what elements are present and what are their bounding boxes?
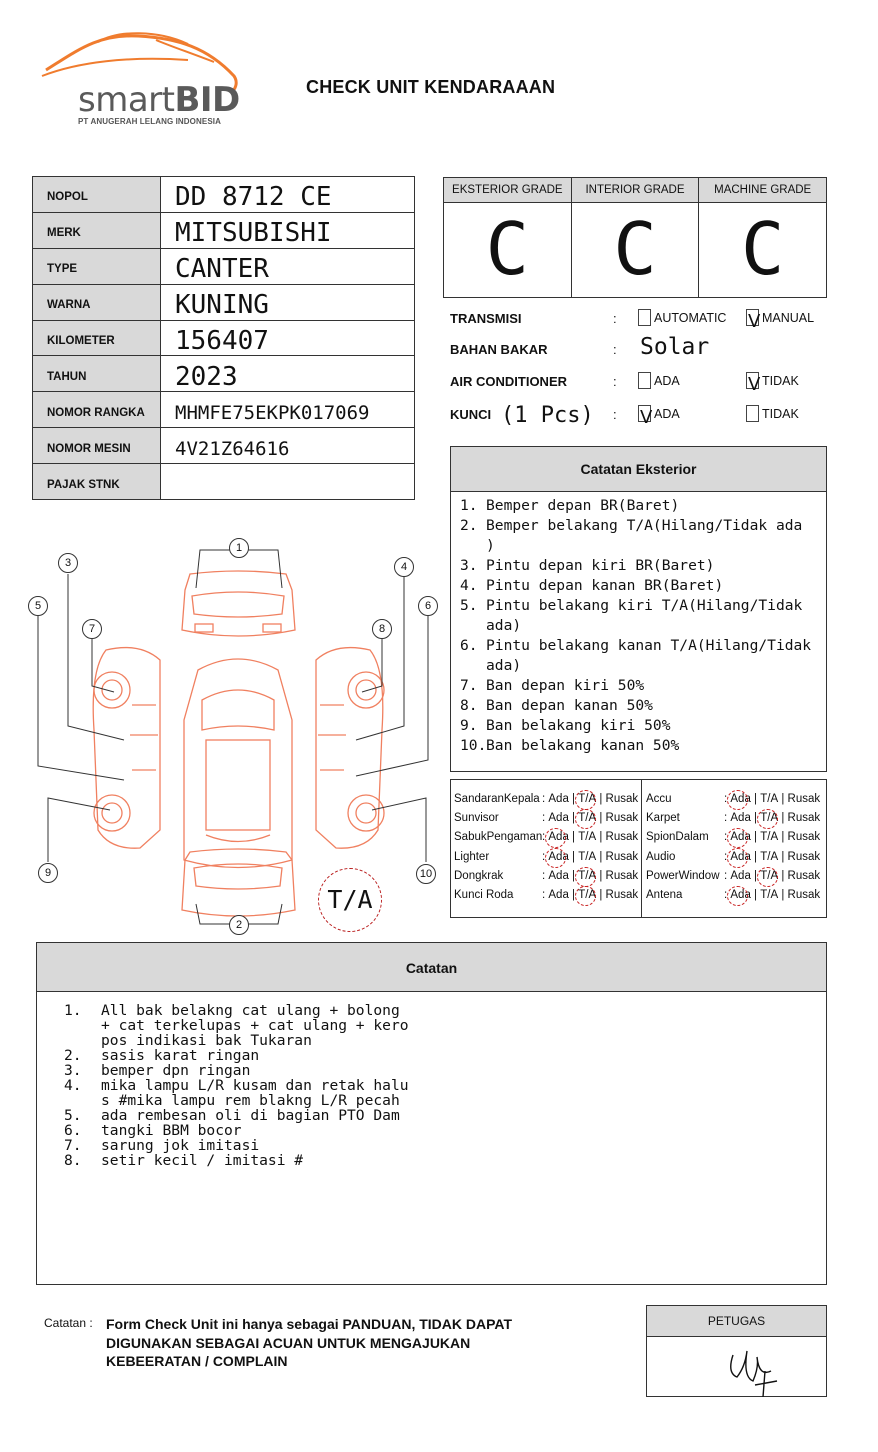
interior-grade (572, 178, 700, 297)
accessory-options: : Ada | T/A | Rusak (542, 809, 638, 828)
list-item: 7. Ban depan kiri 50% (460, 677, 645, 694)
kunci-count: (1 Pcs) (501, 403, 594, 428)
list-item: 10. Ban belakang kanan 50% (460, 737, 680, 754)
list-item: 4. Pintu depan kanan BR(Baret) (460, 577, 724, 594)
marker-5: 5 (28, 596, 48, 616)
accessory-options: : Ada | T/A | Rusak (724, 886, 820, 905)
marker-3: 3 (58, 553, 78, 573)
accessory-name: Lighter (454, 850, 490, 863)
option-label: MANUAL (762, 310, 815, 325)
table-row (33, 320, 415, 356)
accessory-name: Dongkrak (454, 869, 504, 882)
signature-icon (647, 1337, 828, 1397)
option-label: TIDAK (762, 406, 799, 421)
list-item: 2. sasis karat ringan (64, 1047, 260, 1064)
kunci-tidak-option[interactable] (746, 405, 799, 422)
accessory-name: SpionDalam (646, 831, 709, 844)
accessory-options: : Ada | T/A | Rusak (542, 886, 638, 905)
field-label: TAHUN (33, 356, 161, 392)
notes-list (37, 992, 826, 1168)
check-mark-icon: V (748, 374, 761, 395)
accessory-option-rusak[interactable]: Rusak (787, 869, 821, 882)
accessory-option-rusak[interactable]: Rusak (787, 850, 821, 863)
colon: : (613, 342, 617, 357)
field-label: KILOMETER (33, 320, 161, 356)
marker-8: 8 (372, 619, 392, 639)
check-mark-icon: V (748, 311, 761, 332)
accessory-option-ta[interactable]: T/A (760, 889, 779, 901)
ac-tidak-option[interactable] (746, 372, 799, 395)
accessory-option-rusak[interactable]: Rusak (605, 831, 639, 844)
list-item: 5. ada rembesan oli di bagian PTO Dam (64, 1107, 400, 1124)
marker-9: 9 (38, 863, 58, 883)
field-label: NOMOR MESIN (33, 428, 161, 464)
footer-label: Catatan : (44, 1316, 93, 1330)
accessory-name: Accu (646, 793, 672, 805)
list-item: 4. mika lampu L/R kusam dan retak halu s #mika lampu rem blakng L/R pecah (64, 1077, 409, 1109)
column-divider (641, 780, 642, 917)
transmisi-label: TRANSMISI (450, 311, 522, 326)
option-label: ADA (654, 373, 680, 388)
manual-option[interactable] (746, 309, 815, 332)
accessories-panel (450, 779, 827, 918)
table-row (33, 392, 415, 428)
grade-value: C (741, 207, 785, 291)
list-item: 1. All bak belakng cat ulang + bolong + cat terkelupas + cat ulang + kero pos indikasi bak Tukaran (64, 1002, 409, 1049)
accessory-option-ta[interactable]: T/A (760, 809, 778, 828)
accessory-options: : Ada | T/A | Rusak (724, 809, 820, 828)
accessory-option-ada[interactable]: Ada (548, 828, 568, 847)
checkbox[interactable] (638, 309, 651, 326)
table-row (33, 177, 415, 213)
logo-tagline: PT ANUGERAH LELANG INDONESIA (78, 117, 221, 126)
table-row (33, 212, 415, 248)
list-item: 8. setir kecil / imitasi # (64, 1152, 304, 1169)
vehicle-damage-diagram (20, 530, 450, 940)
exterior-notes-title: Catatan Eksterior (451, 447, 826, 492)
accessory-option-rusak[interactable]: Rusak (605, 793, 639, 805)
accessory-option-rusak[interactable]: Rusak (787, 831, 821, 844)
grade-panel (443, 177, 827, 298)
marker-7: 7 (82, 619, 102, 639)
automatic-option[interactable] (638, 309, 726, 326)
accessory-option-ada[interactable]: Ada (730, 848, 750, 867)
ac-ada-option[interactable] (638, 372, 680, 389)
accessory-option-ada[interactable]: Ada (730, 828, 750, 847)
accessory-options: : Ada | T/A | Rusak (724, 867, 820, 886)
field-label: PAJAK STNK (33, 464, 161, 500)
accessory-options: : Ada | T/A | Rusak (542, 848, 638, 867)
kunci-label: KUNCI (450, 407, 492, 422)
pajak-stnk-value (161, 464, 415, 500)
merk-value: MITSUBISHI (161, 212, 415, 248)
bahan-bakar-label: BAHAN BAKAR (450, 342, 548, 357)
accessory-option-ada[interactable]: Ada (548, 793, 569, 805)
grade-value: C (613, 207, 657, 291)
colon: : (613, 311, 617, 326)
field-label: MERK (33, 212, 161, 248)
accessory-option-rusak[interactable]: Rusak (605, 869, 639, 882)
table-row (33, 248, 415, 284)
accessory-option-ta[interactable]: T/A (578, 867, 596, 886)
marker-2: 2 (229, 915, 249, 935)
petugas-box (646, 1305, 827, 1397)
accessory-option-ta[interactable]: T/A (760, 867, 778, 886)
colon: : (613, 407, 617, 422)
accessory-options: : Ada | T/A | Rusak (542, 867, 638, 886)
bahan-bakar-value: Solar (640, 334, 710, 360)
accessory-option-ada[interactable]: Ada (730, 790, 750, 809)
field-label: TYPE (33, 248, 161, 284)
option-label: TIDAK (762, 373, 799, 388)
accessory-option-ada[interactable]: Ada (730, 886, 750, 905)
list-item: 3. Pintu depan kiri BR(Baret) (460, 557, 715, 574)
accessory-option-rusak[interactable]: Rusak (605, 850, 639, 863)
kilometer-value: 156407 (161, 320, 415, 356)
table-row (33, 356, 415, 392)
accessory-name: Audio (646, 850, 676, 863)
accessory-options: : Ada | T/A | Rusak (724, 828, 820, 847)
list-item: 3. bemper dpn ringan (64, 1062, 251, 1079)
marker-10: 10 (416, 864, 436, 884)
list-item: 2. Bemper belakang T/A(Hilang/Tidak ada ) (460, 517, 803, 554)
accessory-option-ta[interactable]: T/A (578, 886, 596, 905)
accessory-option-rusak[interactable]: Rusak (787, 889, 821, 901)
grade-header: INTERIOR GRADE (572, 178, 699, 203)
list-item: 8. Ban depan kanan 50% (460, 697, 653, 714)
list-item: 6. Pintu belakang kanan T/A(Hilang/Tidak ada) (460, 637, 812, 674)
accessory-name: Kunci Roda (454, 889, 514, 901)
accessory-option-ta[interactable]: T/A (760, 793, 779, 805)
smartbid-logo (38, 26, 248, 136)
accessory-name: PowerWindow (646, 869, 720, 882)
ta-stamp: T/A (318, 868, 382, 932)
accessory-options: : Ada | T/A | Rusak (724, 790, 820, 809)
type-value: CANTER (161, 248, 415, 284)
accessory-name: Antena (646, 889, 683, 901)
grade-value: C (485, 207, 530, 291)
accessory-option-rusak[interactable]: Rusak (787, 793, 821, 805)
accessory-name: SandaranKepala (454, 793, 540, 805)
colon: : (613, 374, 617, 389)
accessory-option-ada[interactable]: Ada (548, 812, 569, 825)
list-item: 9. Ban belakang kiri 50% (460, 717, 671, 734)
accessory-options: : Ada | T/A | Rusak (542, 790, 638, 809)
option-label: AUTOMATIC (654, 310, 727, 325)
exterior-notes-list (451, 492, 826, 756)
accessory-option-ada[interactable]: Ada (548, 848, 568, 867)
accessory-option-rusak[interactable]: Rusak (605, 812, 639, 825)
warna-value: KUNING (161, 284, 415, 320)
accessory-option-rusak[interactable]: Rusak (605, 889, 639, 901)
list-item: 1. Bemper depan BR(Baret) (460, 497, 680, 514)
accessory-option-rusak[interactable]: Rusak (787, 812, 821, 825)
accessory-name: SabukPengaman (454, 831, 543, 844)
list-item: 5. Pintu belakang kiri T/A(Hilang/Tidak ada) (460, 597, 803, 634)
list-item: 7. sarung jok imitasi (64, 1137, 260, 1154)
marker-4: 4 (394, 557, 414, 577)
checkbox[interactable] (746, 405, 759, 422)
car-outline-icon (20, 530, 450, 940)
notes-panel (36, 942, 827, 1285)
footer-disclaimer: Form Check Unit ini hanya sebagai PANDUAN, TIDAK DAPAT DIGUNAKAN SEBAGAI ACUAN UNTUK MENGAJUKAN KEBEERATAN / COMPLAIN (106, 1316, 513, 1369)
checkbox[interactable] (638, 372, 651, 389)
marker-1: 1 (229, 538, 249, 558)
table-row (33, 284, 415, 320)
kunci-ada-option[interactable] (638, 405, 680, 428)
accessory-option-ta[interactable]: T/A (578, 790, 596, 809)
ac-label: AIR CONDITIONER (450, 374, 567, 389)
tahun-value: 2023 (161, 356, 415, 392)
accessory-options: : Ada | T/A | Rusak (542, 828, 638, 847)
option-label: ADA (654, 406, 680, 421)
grade-header: EKSTERIOR GRADE (444, 178, 571, 203)
accessory-option-ta[interactable]: T/A (578, 850, 597, 863)
accessory-options: : Ada | T/A | Rusak (724, 848, 820, 867)
field-label: NOMOR RANGKA (33, 392, 161, 428)
field-label: NOPOL (33, 177, 161, 213)
accessory-option-ada[interactable]: Ada (730, 869, 751, 882)
machine-grade (699, 178, 826, 297)
nomor-rangka-value: MHMFE75EKPK017069 (161, 392, 415, 428)
notes-title: Catatan (37, 943, 826, 992)
accessory-name: Sunvisor (454, 812, 499, 825)
marker-6: 6 (418, 596, 438, 616)
accessory-option-ada[interactable]: Ada (730, 812, 751, 825)
check-mark-icon: V (640, 407, 653, 428)
table-row (33, 428, 415, 464)
exterior-notes-panel (450, 446, 827, 772)
accessory-option-ta[interactable]: T/A (760, 831, 779, 844)
accessory-option-ada[interactable]: Ada (548, 869, 569, 882)
accessory-option-ta[interactable]: T/A (578, 809, 596, 828)
field-label: WARNA (33, 284, 161, 320)
list-item: 6. tangki BBM bocor (64, 1122, 242, 1139)
logo-wordmark: smartBID (78, 80, 240, 120)
document-title: CHECK UNIT KENDARAAAN (306, 77, 556, 97)
exterior-grade (444, 178, 572, 297)
vehicle-identity-table (32, 176, 415, 500)
nomor-mesin-value: 4V21Z64616 (161, 428, 415, 464)
table-row (33, 464, 415, 500)
accessory-option-ada[interactable]: Ada (548, 889, 569, 901)
accessory-option-ta[interactable]: T/A (760, 850, 779, 863)
accessory-name: Karpet (646, 812, 680, 825)
nopol-value: DD 8712 CE (161, 177, 415, 213)
accessory-option-ta[interactable]: T/A (578, 831, 597, 844)
grade-header: MACHINE GRADE (699, 178, 826, 203)
petugas-label: PETUGAS (647, 1306, 826, 1337)
